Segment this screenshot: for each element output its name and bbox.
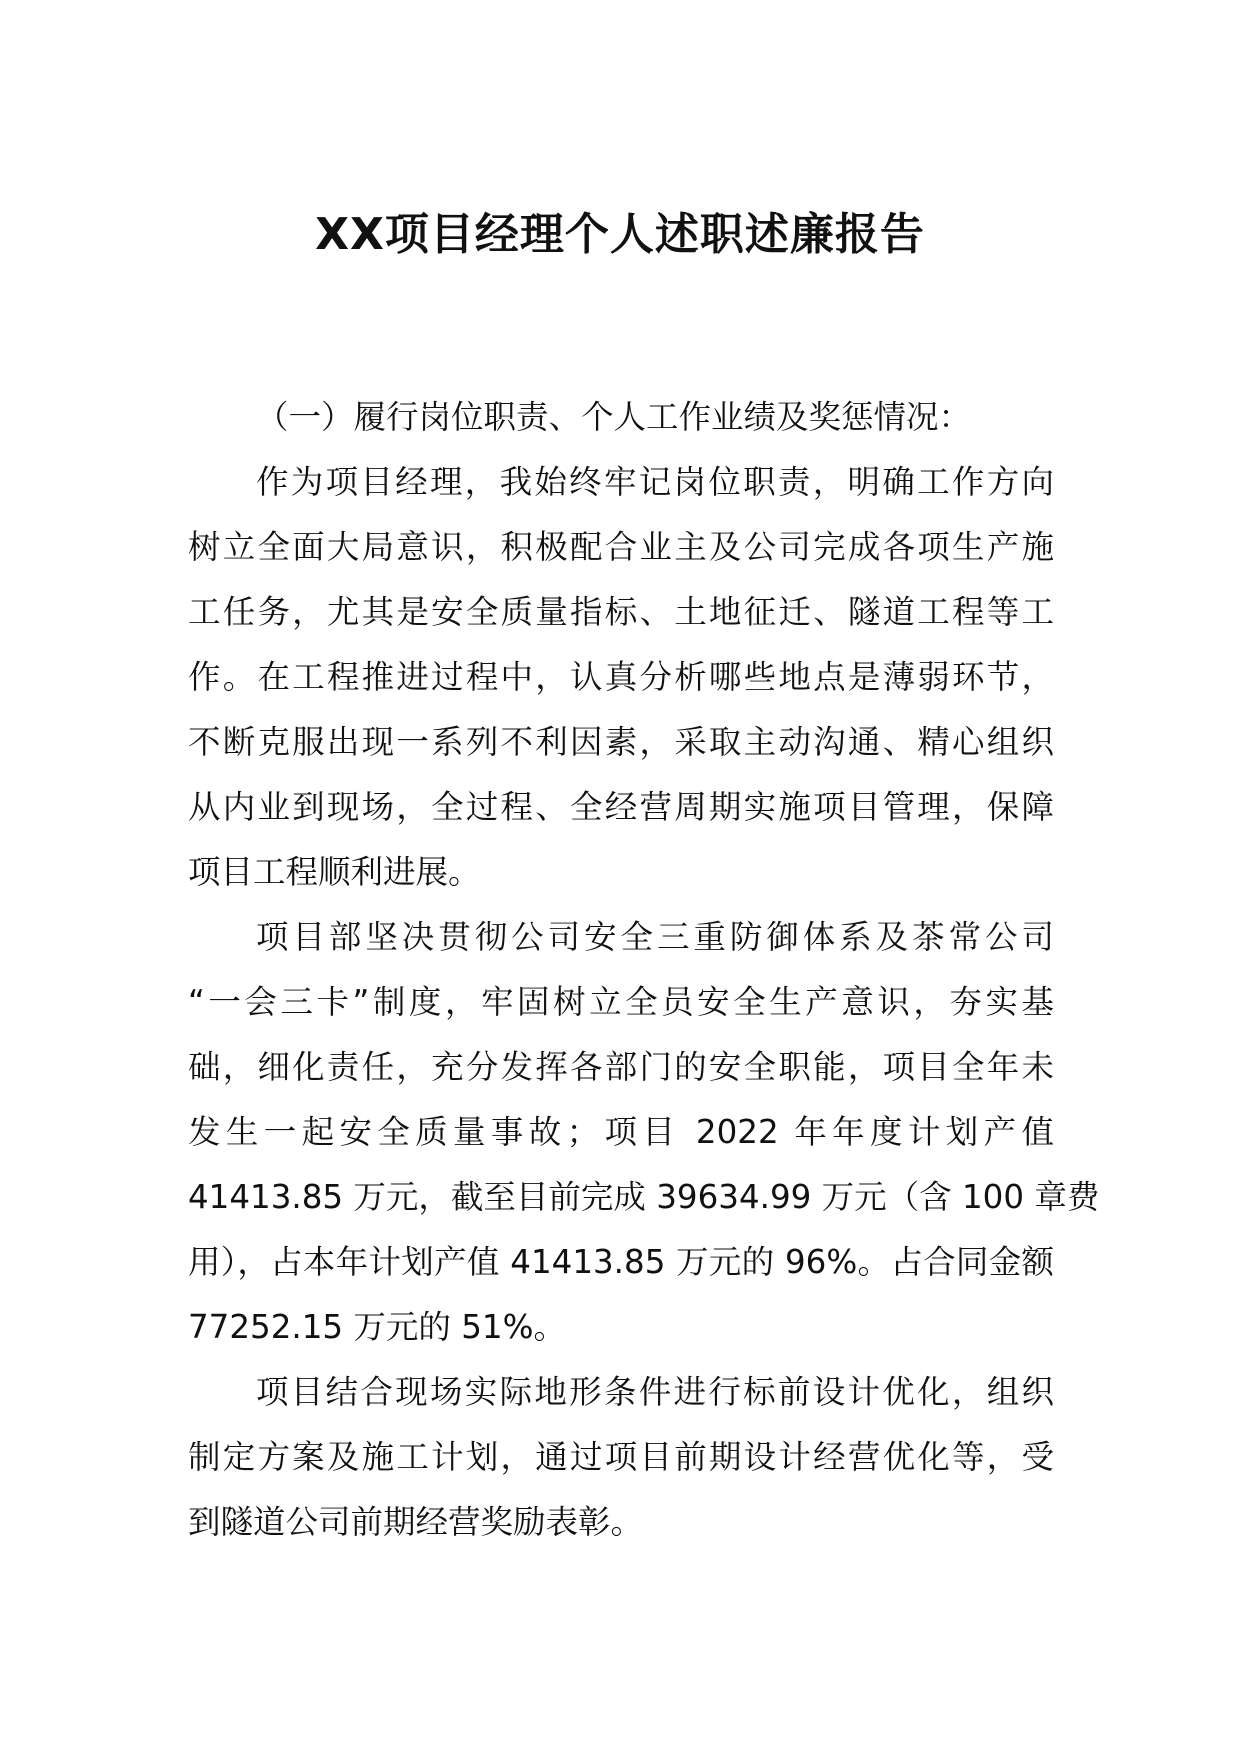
paragraph-line: 项目部坚决贯彻公司安全三重防御体系及茶常公司 [256,918,1054,956]
paragraph-line: 项目结合现场实际地形条件进行标前设计优化，组织 [256,1373,1054,1411]
paragraph-line: 到隧道公司前期经营奖励表彰。 [188,1503,644,1541]
paragraph-line: 工任务，尤其是安全质量指标、土地征迁、隧道工程等工 [188,593,1054,631]
document-title: XX项目经理个人述职述廉报告 [315,209,925,260]
paragraph-line: 项目工程顺利进展。 [188,853,481,891]
paragraph-line: 从内业到现场，全过程、全经营周期实施项目管理，保障 [188,788,1054,826]
paragraph-line: 制定方案及施工计划，通过项目前期设计经营优化等，受 [188,1438,1054,1476]
paragraph-line: “一会三卡”制度，牢固树立全员安全生产意识，夯实基 [188,983,1054,1021]
paragraph-line: 作为项目经理，我始终牢记岗位职责，明确工作方向 [256,463,1054,501]
paragraph-line: 41413.85 万元，截至目前完成 39634.99 万元（含 100 章费 [188,1178,1100,1216]
paragraph-line: 发生一起安全质量事故；项目 2022 年年度计划产值 [188,1113,1054,1151]
paragraph-line: 用），占本年计划产值 41413.85 万元的 96%。占合同金额 [188,1243,1054,1281]
paragraph-line: 础，细化责任，充分发挥各部门的安全职能，项目全年未 [188,1048,1054,1086]
paragraph-line: 作。在工程推进过程中，认真分析哪些地点是薄弱环节， [188,658,1054,696]
paragraph-line: 树立全面大局意识，积极配合业主及公司完成各项生产施 [188,528,1054,566]
paragraph-line: （一）履行岗位职责、个人工作业绩及奖惩情况： [256,398,972,436]
paragraph-line: 不断克服出现一系列不利因素，采取主动沟通、精心组织 [188,723,1054,761]
paragraph-line: 77252.15 万元的 51%。 [188,1308,566,1346]
document-body [188,385,1100,1555]
